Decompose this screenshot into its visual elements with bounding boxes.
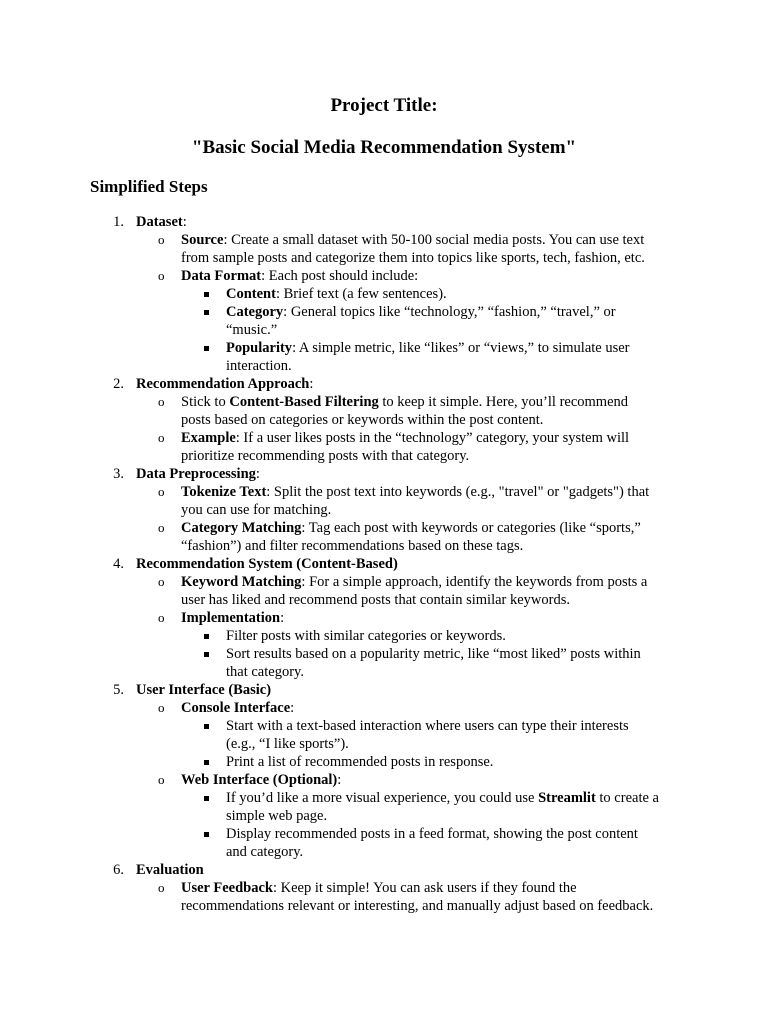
bullet-circle-icon: o: [158, 268, 165, 283]
list-item-text: [136, 213, 187, 231]
text-run: : A simple metric, like “likes” or “views,” to simulate user: [292, 340, 630, 356]
bold-term: User Feedback: [181, 880, 273, 896]
text-run: (e.g., “I like sports”).: [226, 736, 349, 752]
bold-term: Content: [226, 286, 276, 302]
step-number: 5.: [113, 682, 124, 698]
bullet-circle-icon: o: [158, 430, 165, 445]
bold-term: Recommendation System (Content-Based): [136, 556, 398, 572]
text-run: to keep it simple. Here, you’ll recommend: [378, 394, 629, 410]
bullet-square-icon: [204, 652, 209, 657]
text-run: :: [337, 772, 342, 788]
list-item-text: [181, 393, 628, 411]
list-item-text: [181, 537, 523, 555]
text-run: :: [255, 466, 260, 482]
bold-term: Tokenize Text: [181, 484, 267, 500]
list-item-text: [181, 231, 644, 249]
list-item-text: [226, 753, 493, 771]
bold-term: Dataset: [136, 214, 183, 230]
list-item-text: [181, 573, 647, 591]
bold-term: Data Preprocessing: [136, 466, 256, 482]
list-item-text: [181, 501, 331, 519]
list-item-text: [136, 375, 313, 393]
list-item-text: [226, 627, 506, 645]
bullet-square-icon: [204, 634, 209, 639]
step-number: 2.: [113, 376, 124, 392]
list-item-text: [181, 699, 294, 717]
bullet-circle-icon: o: [158, 880, 165, 895]
text-run: : For a simple approach, identify the keywords from posts a: [301, 574, 648, 590]
list-item-text: [181, 429, 629, 447]
project-title: "Basic Social Media Recommendation System": [191, 137, 577, 158]
list-item-text: [226, 825, 638, 843]
text-run: interaction.: [226, 358, 292, 374]
bold-term: Content-Based Filtering: [229, 394, 379, 410]
bold-term: Popularity: [226, 340, 293, 356]
bullet-square-icon: [204, 760, 209, 765]
text-run: user has liked and recommend posts that contain similar keywords.: [181, 592, 570, 608]
list-item-text: [181, 447, 469, 465]
text-run: Display recommended posts in a feed format, showing the post content: [226, 826, 638, 842]
bullet-circle-icon: o: [158, 574, 165, 589]
list-item-text: [226, 303, 616, 321]
text-run: “fashion”) and filter recommendations based on these tags.: [181, 538, 524, 554]
list-item-text: [181, 771, 341, 789]
text-run: posts based on categories or keywords within the post content.: [181, 412, 544, 428]
text-run: from sample posts and categorize them into topics like sports, tech, fashion, etc.: [181, 250, 645, 266]
list-item-text: [226, 357, 292, 375]
list-item-text: [136, 861, 204, 879]
bold-term: Streamlit: [538, 790, 596, 806]
bold-term: Recommendation Approach: [136, 376, 310, 392]
bold-term: Console Interface: [181, 700, 291, 716]
text-run: Stick to: [181, 394, 230, 410]
list-item-text: [226, 717, 629, 735]
list-item-text: [181, 609, 284, 627]
text-run: : Tag each post with keywords or categories (like “sports,”: [301, 520, 641, 536]
text-run: Filter posts with similar categories or keywords.: [226, 628, 506, 644]
bold-term: Evaluation: [136, 862, 204, 878]
bold-term: Data Format: [181, 268, 262, 284]
text-run: If you’d like a more visual experience, you could use: [226, 790, 539, 806]
bullet-square-icon: [204, 346, 209, 351]
list-item-text: [181, 267, 418, 285]
step-number: 1.: [113, 214, 124, 230]
project-title-label: Project Title:: [330, 95, 438, 116]
text-run: “music.”: [226, 322, 278, 338]
list-item-text: [226, 735, 349, 753]
step-number: 4.: [113, 556, 124, 572]
text-run: you can use for matching.: [181, 502, 332, 518]
text-run: and category.: [226, 844, 304, 860]
text-run: that category.: [226, 664, 304, 680]
list-item-text: [181, 897, 653, 915]
list-item-text: [181, 411, 543, 429]
bullet-circle-icon: o: [158, 772, 165, 787]
text-run: : Split the post text into keywords (e.g., "travel" or "gadgets") that: [266, 484, 650, 500]
text-run: prioritize recommending posts with that category.: [181, 448, 470, 464]
text-run: : Create a small dataset with 50-100 social media posts. You can use text: [223, 232, 645, 248]
bullet-square-icon: [204, 292, 209, 297]
bullet-circle-icon: o: [158, 700, 165, 715]
bullet-circle-icon: o: [158, 394, 165, 409]
list-item-text: [226, 285, 447, 303]
bold-term: Category Matching: [181, 520, 302, 536]
bold-term: User Interface (Basic): [136, 682, 272, 698]
bullet-square-icon: [204, 310, 209, 315]
text-run: Print a list of recommended posts in response.: [226, 754, 494, 770]
bullet-circle-icon: o: [158, 232, 165, 247]
bold-term: Implementation: [181, 610, 281, 626]
text-run: : If a user likes posts in the “technology” category, your system will: [235, 430, 630, 446]
list-item-text: [226, 645, 641, 663]
text-run: to create a: [595, 790, 659, 806]
section-heading: Simplified Steps: [90, 177, 208, 196]
text-run: : Each post should include:: [261, 268, 419, 284]
list-item-text: [136, 681, 271, 699]
bold-term: Source: [181, 232, 224, 248]
bold-term: Web Interface (Optional): [181, 772, 338, 788]
step-number: 3.: [113, 466, 124, 482]
list-item-text: [136, 555, 398, 573]
text-run: simple web page.: [226, 808, 328, 824]
bold-term: Example: [181, 430, 236, 446]
bullet-circle-icon: o: [158, 520, 165, 535]
list-item-text: [136, 465, 260, 483]
text-run: : Keep it simple! You can ask users if they found the: [272, 880, 577, 896]
list-item-text: [181, 483, 649, 501]
list-item-text: [181, 249, 645, 267]
step-number: 6.: [113, 862, 124, 878]
list-item-text: [226, 321, 277, 339]
list-item-text: [226, 807, 327, 825]
text-run: :: [280, 610, 285, 626]
bold-term: Category: [226, 304, 284, 320]
bullet-circle-icon: o: [158, 484, 165, 499]
text-run: : General topics like “technology,” “fashion,” “travel,” or: [283, 304, 616, 320]
text-run: recommendations relevant or interesting, and manually adjust based on feedback.: [181, 898, 654, 914]
list-item-text: [226, 843, 303, 861]
bullet-circle-icon: o: [158, 610, 165, 625]
list-item-text: [181, 879, 577, 897]
list-item-text: [226, 663, 304, 681]
text-run: :: [290, 700, 295, 716]
list-item-text: [181, 519, 641, 537]
text-run: Sort results based on a popularity metric, like “most liked” posts within: [226, 646, 641, 662]
text-run: :: [182, 214, 187, 230]
bullet-square-icon: [204, 796, 209, 801]
list-item-text: [226, 789, 659, 807]
bold-term: Keyword Matching: [181, 574, 302, 590]
text-run: Start with a text-based interaction where users can type their interests: [226, 718, 629, 734]
text-run: : Brief text (a few sentences).: [275, 286, 447, 302]
bullet-square-icon: [204, 724, 209, 729]
bullet-square-icon: [204, 832, 209, 837]
list-item-text: [181, 591, 570, 609]
text-run: :: [309, 376, 314, 392]
list-item-text: [226, 339, 630, 357]
